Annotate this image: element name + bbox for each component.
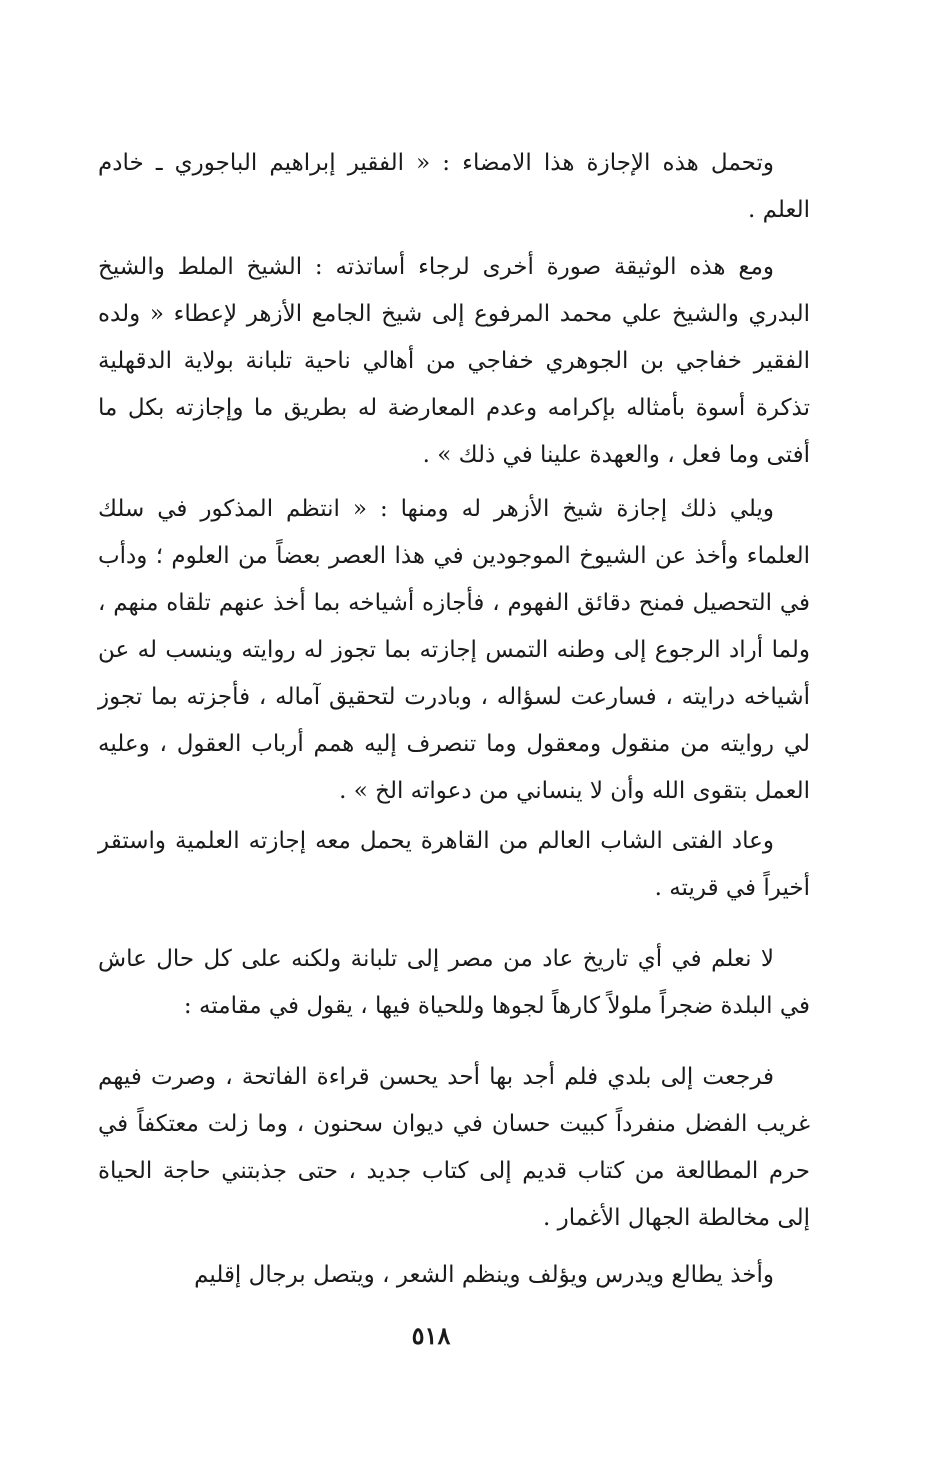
paragraph-text: وتحمل هذه الإجازة هذا الامضاء : « الفقير إبراهيم الباجوري ـ خادم العلم . bbox=[98, 150, 810, 223]
paragraph-text: وعاد الفتى الشاب العالم من القاهرة يحمل معه إجازته العلمية واستقر أخيراً في قريته . bbox=[98, 828, 810, 901]
paragraph-text: لا نعلم في أي تاريخ عاد من مصر إلى تلبانة ولكنه على كل حال عاش في البلدة ضجراً ملولاً كارهاً لجوها وللحياة فيها ، يقول في مقامته : bbox=[98, 946, 810, 1019]
paragraph-text: وأخذ يطالع ويدرس ويؤلف وينظم الشعر ، ويتصل برجال إقليم bbox=[194, 1262, 774, 1288]
paragraph-text: فرجعت إلى بلدي فلم أجد بها أحد يحسن قراءة الفاتحة ، وصرت فيهم غريب الفضل منفرداً كبيت حسان في ديوان سحنون ، وما زلت معتكفاً في حرم المطالعة من كتاب قديم إلى كتاب جديد ، حتى جذبتني حاجة الحياة إلى مخالطة الجهال الأغمار . bbox=[98, 1064, 810, 1231]
paragraph-text: ومع هذه الوثيقة صورة أخرى لرجاء أساتذته : الشيخ الملط والشيخ البدري والشيخ علي محمد المرفوع إلى شيخ الجامع الأزهر لإعطاء « ولده الفقير خفاجي بن الجوهري خفاجي من أهالي ناحية تلبانة بولاية الدقهلية تذكرة أسوة بأمثاله بإكرامه وعدم المعارضة له بطريق ما وإجازته بكل ما أفتى وما فعل ، والعهدة علينا في ذلك » . bbox=[98, 254, 810, 468]
paragraph-quote bbox=[98, 1054, 810, 1242]
paragraph-continuation bbox=[98, 1252, 810, 1299]
page-number: ٥١٨ bbox=[411, 1321, 451, 1350]
paragraph-text: ويلي ذلك إجازة شيخ الأزهر له ومنها : « انتظم المذكور في سلك العلماء وأخذ عن الشيوخ الموجودين في هذا العصر بعضاً من العلوم ؛ ودأب في التحصيل فمنح دقائق الفهوم ، فأجازه أشياخه بما أخذ عنهم تلقاه منهم ، ولما أراد الرجوع إلى وطنه التمس إجازته بما تجوز له روايته وينسب له عن أشياخه درايته ، فسارعت لسؤاله ، وبادرت لتحقيق آماله ، فأجزته بما تجوز لي روايته من منقول ومعقول وما تنصرف إليه همم أرباب العقول ، وعليه العمل بتقوى الله وأن لا ينساني من دعواته الخ » . bbox=[98, 496, 810, 804]
paragraph-signature bbox=[98, 140, 810, 234]
paragraph-unknown-date bbox=[98, 936, 810, 1030]
paragraph-azhar-license bbox=[98, 486, 810, 815]
paragraph-return bbox=[98, 818, 810, 912]
paragraph-document-copy bbox=[98, 244, 810, 479]
